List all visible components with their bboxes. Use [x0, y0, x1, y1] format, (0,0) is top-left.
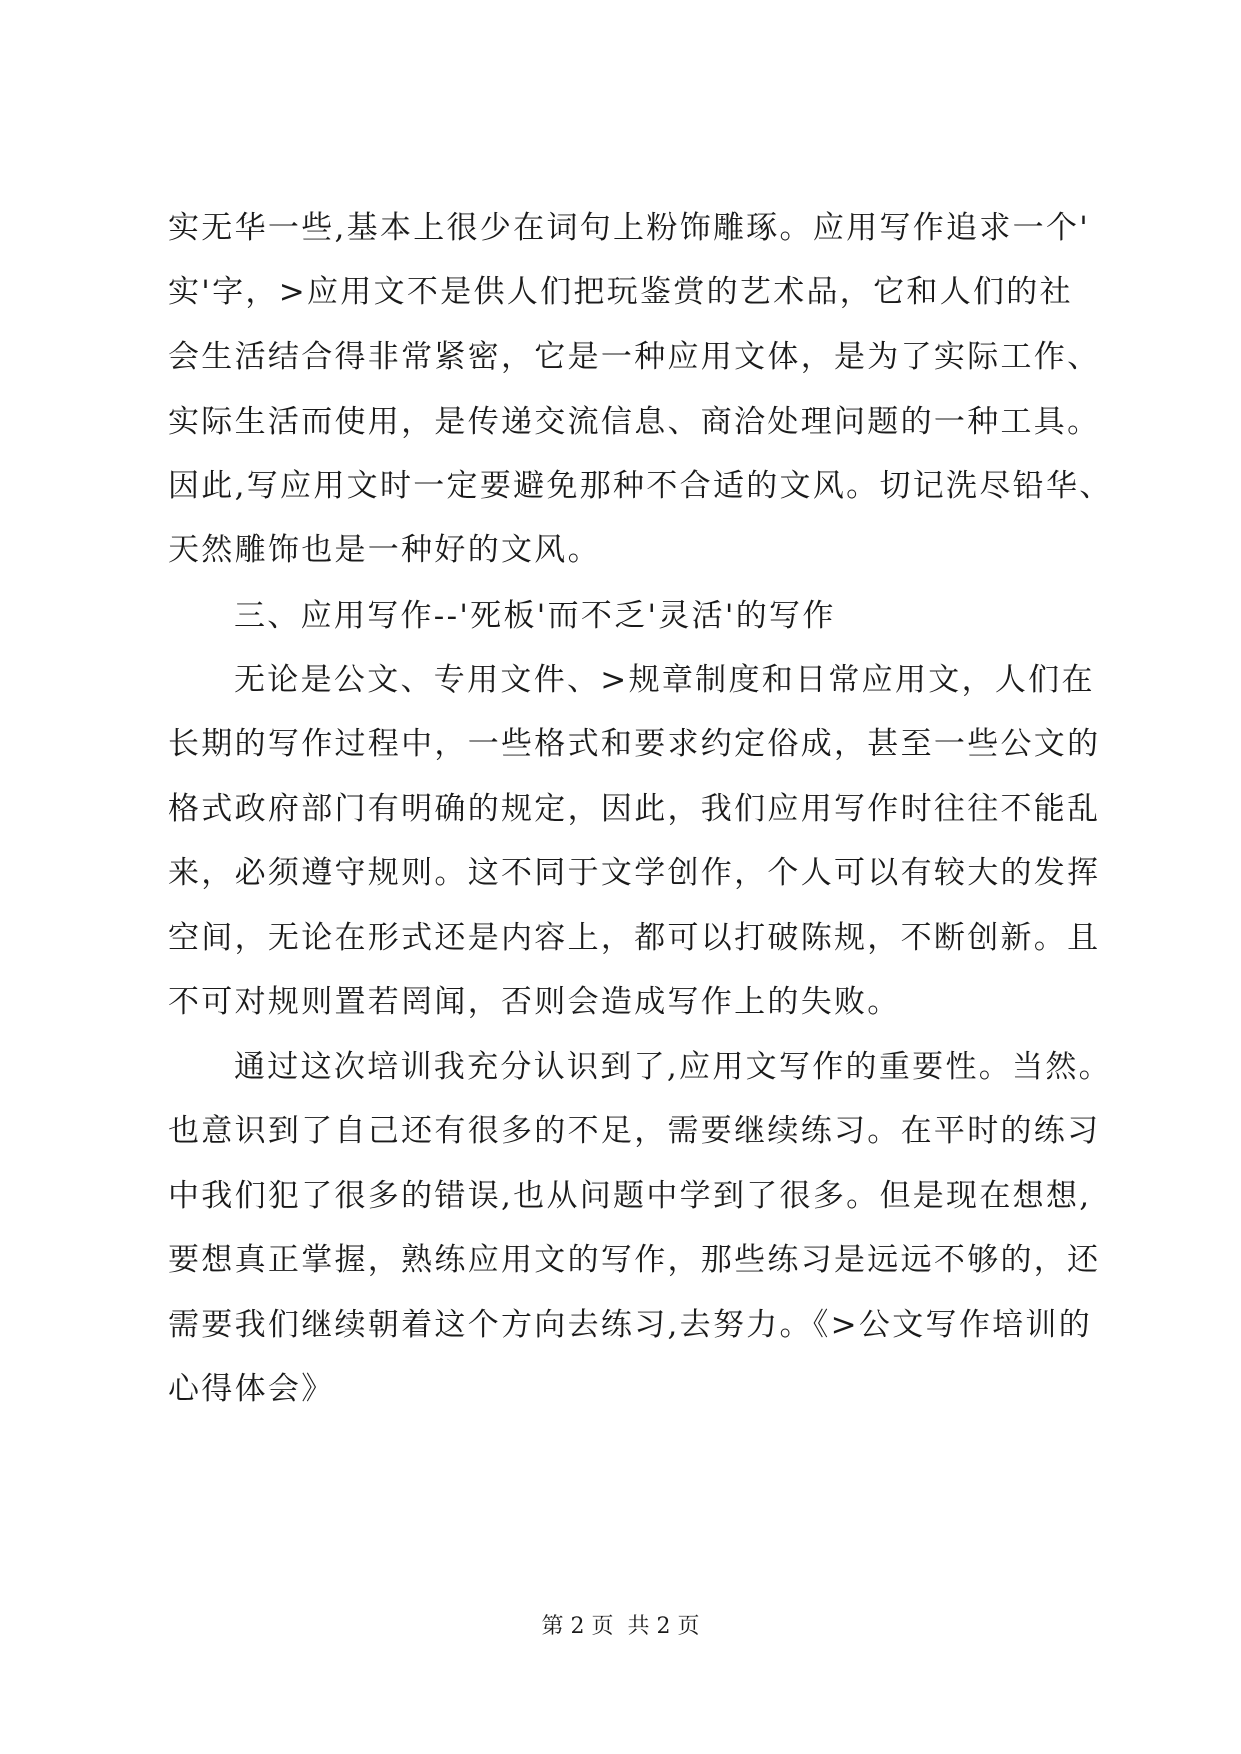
text-line-10: 格式政府部门有明确的规定，因此，我们应用写作时往往不能乱	[168, 791, 1101, 827]
text-line-5: 因此,写应用文时一定要避免那种不合适的文风。切记洗尽铅华、	[168, 468, 1113, 504]
text-line-6: 天然雕饰也是一种好的文风。	[168, 532, 601, 568]
text-line-16: 中我们犯了很多的错误,也从问题中学到了很多。但是现在想想,	[168, 1178, 1092, 1214]
text-line-11: 来，必须遵守规则。这不同于文学创作，个人可以有较大的发挥	[168, 855, 1101, 891]
text-line-9: 长期的写作过程中，一些格式和要求约定俗成，甚至一些公文的	[168, 726, 1101, 762]
text-line-4: 实际生活而使用，是传递交流信息、商洽处理问题的一种工具。	[168, 404, 1101, 440]
text-line-2: 实'字，>应用文不是供人们把玩鉴赏的艺术品，它和人们的社	[168, 274, 1073, 310]
text-line-13: 不可对规则置若罔闻，否则会造成写作上的失败。	[168, 984, 901, 1020]
text-line-19: 心得体会》	[168, 1371, 335, 1407]
text-line-3: 会生活结合得非常紧密，它是一种应用文体，是为了实际工作、	[168, 339, 1101, 375]
text-line-1: 实无华一些,基本上很少在词句上粉饰雕琢。应用写作追求一个'	[168, 210, 1091, 246]
text-line-17: 要想真正掌握，熟练应用文的写作，那些练习是远远不够的，还	[168, 1242, 1101, 1278]
text-line-15: 也意识到了自己还有很多的不足，需要继续练习。在平时的练习	[168, 1113, 1101, 1149]
page-number-footer: 第 2 页 共 2 页	[541, 1614, 700, 1639]
text-line-8: 无论是公文、专用文件、>规章制度和日常应用文，人们在	[234, 662, 1095, 698]
section-heading: 三、应用写作--'死板'而不乏'灵活'的写作	[234, 598, 836, 634]
text-line-14: 通过这次培训我充分认识到了,应用文写作的重要性。当然。	[234, 1049, 1112, 1085]
text-line-18: 需要我们继续朝着这个方向去练习,去努力。《>公文写作培训的	[168, 1307, 1093, 1343]
text-line-12: 空间，无论在形式还是内容上，都可以打破陈规，不断创新。且	[168, 920, 1101, 956]
